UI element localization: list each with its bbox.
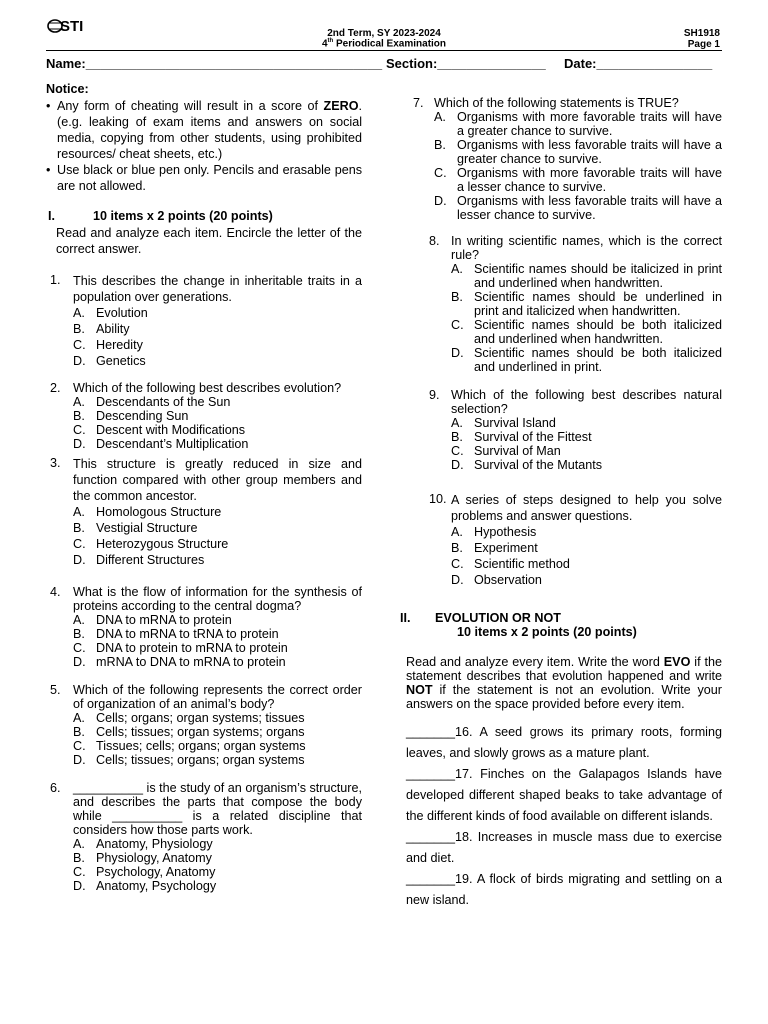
option-3a[interactable]: A. Homologous Structure	[73, 505, 222, 519]
option-5a[interactable]: A. Cells; organs; organ systems; tissues	[73, 711, 305, 725]
section1-heading	[46, 209, 362, 223]
option-10d[interactable]: D. Observation	[451, 573, 542, 587]
question-3: 3. This structure is greatly reduced in size and function compared with other group members and the common ancestor. A. Homologous Structure B. Vestigial Structure C. Heterozygous Structure D. Different Structures	[50, 456, 362, 567]
option-10a[interactable]: A. Hypothesis	[451, 525, 537, 539]
option-7d[interactable]: D. Organisms with less favorable traits will have a lesser chance to survive.	[434, 194, 722, 222]
term-label: 2nd Term, SY 2023-2024	[327, 28, 441, 39]
section1-title: 10 items x 2 points (20 points)	[93, 209, 273, 223]
evo-item-17[interactable]: _______17. Finches on the Galapagos Islands have developed different shaped beaks to take advantage of the different kinds of food available on different islands.	[406, 767, 722, 823]
notice-pen: • Use black or blue pen only. Pencils and erasable pens are not allowed.	[46, 162, 362, 194]
left-column	[46, 82, 362, 893]
exam-label	[0, 38, 768, 49]
section2-subtitle: 10 items x 2 points (20 points)	[457, 625, 637, 639]
option-1a[interactable]: A. Evolution	[73, 306, 148, 320]
option-6c[interactable]: C. Psychology, Anatomy	[73, 865, 216, 879]
option-5c[interactable]: C. Tissues; cells; organs; organ systems	[73, 739, 306, 753]
option-8a[interactable]: A. Scientific names should be italicized in print and underlined when handwritten.	[451, 262, 722, 290]
evo-item-19[interactable]: _______19. A flock of birds migrating and settling on a new island.	[406, 872, 722, 907]
option-4a[interactable]: A. DNA to mRNA to protein	[73, 613, 232, 627]
option-9a[interactable]: A. Survival Island	[451, 416, 556, 430]
option-4d[interactable]: D. mRNA to DNA to mRNA to protein	[73, 655, 286, 669]
option-10b[interactable]: B. Experiment	[451, 541, 538, 555]
option-8d[interactable]: D. Scientific names should be both italicized and underlined in print.	[451, 346, 722, 374]
option-2a[interactable]: A. Descendants of the Sun	[73, 395, 231, 409]
option-3b[interactable]: B. Vestigial Structure	[73, 521, 198, 535]
evo-items	[400, 722, 722, 911]
exam-number: 4	[321, 38, 328, 50]
exam-title: Periodical Examination	[333, 38, 447, 50]
logo-text: STI	[60, 18, 84, 35]
option-4c[interactable]: C. DNA to protein to mRNA to protein	[73, 641, 288, 655]
question-6: 6. __________ is the study of an organism’s structure, and describes the parts that compose the body while __________ is a related discipline that considers how those parts work. A. Anatomy, Physiology B. Physiology, Anatomy C. Psychology, Anatomy D. Anatomy, Psychology	[50, 781, 362, 893]
option-2c[interactable]: C. Descent with Modifications	[73, 423, 246, 437]
section-field[interactable]: Section:_______________	[386, 56, 546, 71]
section2-title: EVOLUTION OR NOT	[435, 611, 561, 625]
question-5: 5. Which of the following represents the correct order of organization of an animal’s body? A. Cells; organs; organ systems; tissues B. Cells; tissues; organ systems; organs C. Tissues; cells; organs; organ systems D. Cells; tissues; organs; organ systems	[50, 683, 362, 767]
option-3c[interactable]: C. Heterozygous Structure	[73, 537, 229, 551]
option-10c[interactable]: C. Scientific method	[451, 557, 570, 571]
option-3d[interactable]: D. Different Structures	[73, 553, 205, 567]
question-7: 7. Which of the following statements is TRUE? A. Organisms with more favorable traits will have a greater chance to survive. B. Organisms with less favorable traits will have a greater chance to survive. C. Organisms with more favorable traits will have a lesser chance to survive. D. Organisms with less favorable traits will have a lesser chance to survive.	[413, 96, 722, 222]
option-5d[interactable]: D. Cells; tissues; organs; organ systems	[73, 753, 305, 767]
option-7a[interactable]: A. Organisms with more favorable traits will have a greater chance to survive.	[434, 110, 722, 138]
option-1c[interactable]: C. Heredity	[73, 338, 143, 352]
option-9b[interactable]: B. Survival of the Fittest	[451, 430, 592, 444]
option-8b[interactable]: B. Scientific names should be underlined in print and italicized when handwritten.	[451, 290, 722, 318]
option-6a[interactable]: A. Anatomy, Physiology	[73, 837, 213, 851]
notice-cheating: • Any form of cheating will result in a score of ZERO. (e.g. leaking of exam items and answers on social media, copying from other students, using prohibited resources/ cheat sheets, etc.)	[46, 98, 362, 162]
question-9: 9. Which of the following best describes natural selection? A. Survival Island B. Survival of the Fittest C. Survival of Man D. Survival of the Mutants	[429, 388, 722, 472]
question-8: 8. In writing scientific names, which is the correct rule? A. Scientific names should be italicized in print and underlined when handwritten. B. Scientific names should be underlined in print and italicized when handwritten. C. Scientific names should be both italicized and underlined when handwritten. D. Scientific names should be both italicized and underlined in print.	[429, 234, 722, 374]
option-9c[interactable]: C. Survival of Man	[451, 444, 561, 458]
section1-number: I.	[48, 209, 55, 223]
option-6d[interactable]: D. Anatomy, Psychology	[73, 879, 217, 893]
option-8c[interactable]: C. Scientific names should be both italicized and underlined when handwritten.	[451, 318, 722, 346]
section2-number: II.	[400, 611, 411, 625]
notice-title: Notice:	[46, 82, 89, 96]
question-2: 2. Which of the following best describes evolution? A. Descendants of the Sun B. Descending Sun C. Descent with Modifications D. Descendant’s Multiplication	[46, 381, 362, 451]
evo-item-16[interactable]: _______16. A seed grows its primary roots, forming leaves, and slowly grows as a mature plant.	[406, 725, 722, 760]
option-4b[interactable]: B. DNA to mRNA to tRNA to protein	[73, 627, 279, 641]
option-9d[interactable]: D. Survival of the Mutants	[451, 458, 603, 472]
option-7b[interactable]: B. Organisms with less favorable traits will have a greater chance to survive.	[434, 138, 722, 166]
option-5b[interactable]: B. Cells; tissues; organ systems; organs	[73, 725, 305, 739]
date-field[interactable]: Date:________________	[564, 56, 713, 71]
section2-instructions: Read and analyze every item. Write the word EVO if the statement describes that evolution happened and write NOT if the statement is not an evolution. Write your answers on the space provided before every item.	[406, 655, 722, 711]
section1-instructions: Read and analyze each item. Encircle the letter of the correct answer.	[56, 226, 362, 256]
page-number: Page 1	[687, 39, 720, 50]
section2-heading	[400, 611, 722, 625]
option-1b[interactable]: B. Ability	[73, 322, 130, 336]
header-divider	[46, 50, 722, 51]
course-code: SH1918	[683, 28, 720, 39]
option-6b[interactable]: B. Physiology, Anatomy	[73, 851, 212, 865]
right-column	[400, 96, 722, 911]
question-10: 10. A series of steps designed to help you solve problems and answer questions. A. Hypothesis B. Experiment C. Scientific method D. Observation	[429, 492, 722, 587]
option-2d[interactable]: D. Descendant’s Multiplication	[73, 437, 249, 451]
name-field[interactable]: Name:_________________________________________	[46, 56, 383, 71]
question-4: 4. What is the flow of information for the synthesis of proteins according to the central dogma? A. DNA to mRNA to protein B. DNA to mRNA to tRNA to protein C. DNA to protein to mRNA to protein D. mRNA to DNA to mRNA to protein	[50, 585, 362, 669]
exam-ordinal: th	[327, 38, 334, 44]
option-1d[interactable]: D. Genetics	[73, 354, 146, 368]
evo-item-18[interactable]: _______18. Increases in muscle mass due to exercise and diet.	[406, 830, 722, 865]
question-1: 1. This describes the change in inheritable traits in a population over generations. A. Evolution B. Ability C. Heredity D. Genetics	[50, 273, 362, 368]
option-2b[interactable]: B. Descending Sun	[73, 409, 189, 423]
option-7c[interactable]: C. Organisms with more favorable traits will have a lesser chance to survive.	[434, 166, 722, 194]
